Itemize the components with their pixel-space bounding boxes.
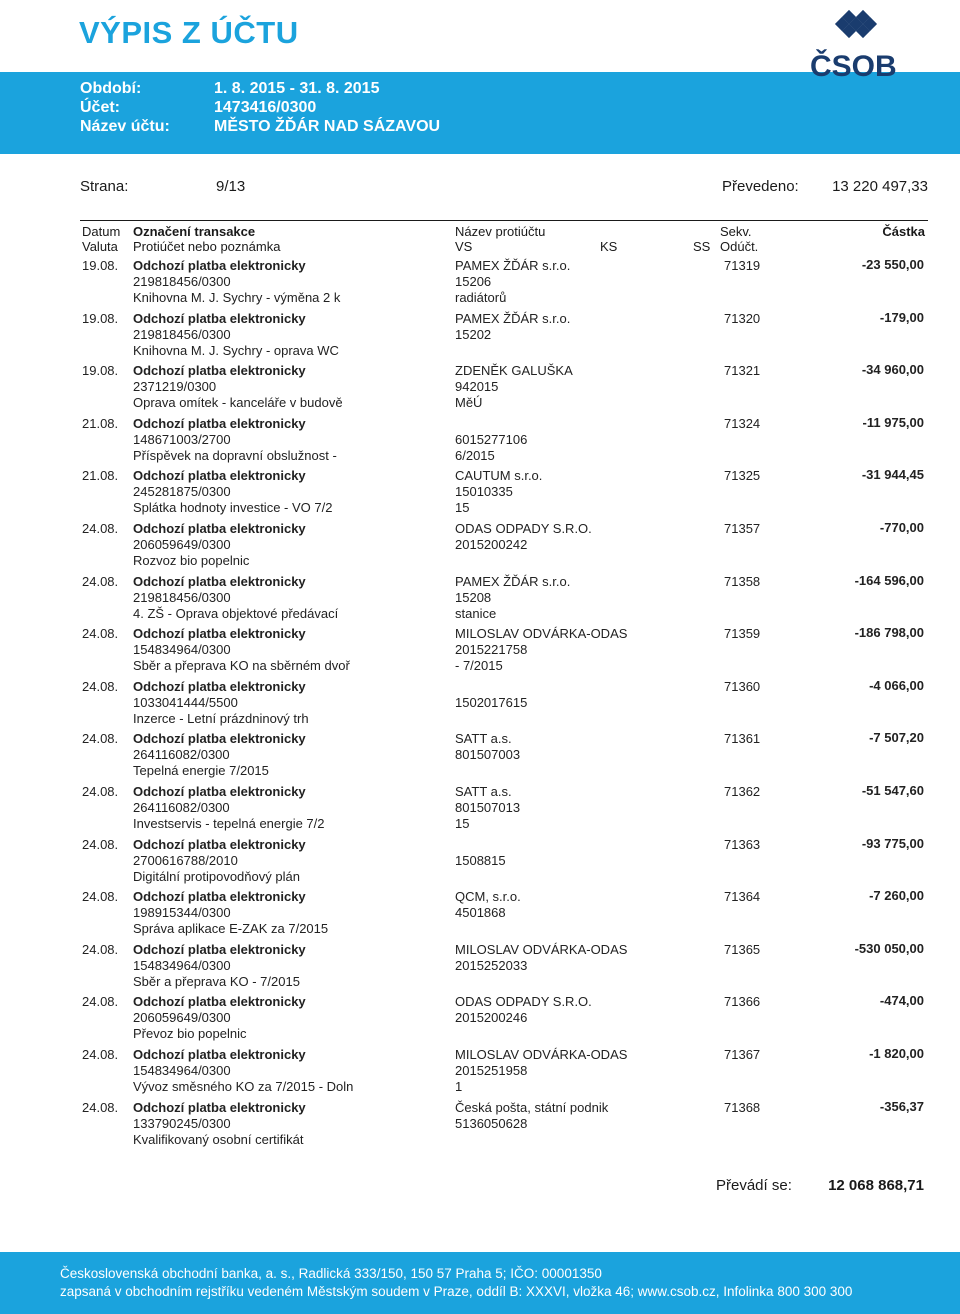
row-vs: 942015 [455,379,499,395]
row-seq: 71364 [724,889,761,905]
row-amount: -474,00 [879,993,924,1009]
carry-out-label: Převádí se: [716,1177,792,1194]
row-note: Inzerce - Letní prázdninový trh [133,710,309,726]
row-seq: 71325 [724,468,761,484]
table-row [0,1100,960,1153]
row-amount: -7 507,20 [869,730,924,746]
row-account: 1033041444/5500 [133,694,238,710]
row-vs: 15010335 [455,484,513,500]
row-amount: -179,00 [879,309,924,325]
row-date: 24.08. [82,784,119,799]
row-type: Odchozí platba elektronicky [133,1047,306,1062]
row-note: Oprava omítek - kanceláře v budově [133,395,343,411]
row-account: 154834964/0300 [133,1063,231,1078]
carried-in-value: 13 220 497,33 [832,178,928,195]
carry-out-value: 12 068 868,71 [828,1177,924,1194]
col-desc2: Protiúčet nebo poznámka [133,239,281,254]
period-label: Období: [80,80,142,97]
row-cp-name: ODAS ODPADY S.R.O. [455,994,592,1010]
row-vs: 4501868 [455,905,506,921]
row-note: Sběr a přeprava KO - 7/2015 [133,973,300,989]
row-account: 264116082/0300 [133,747,230,763]
row-type: Odchozí platba elektronicky [133,521,306,536]
row-vs-cont: 6/2015 [455,447,495,463]
table-row [0,994,960,1047]
row-cp-name: PAMEX ŽĎÁR s.r.o. [455,310,571,326]
row-amount: -93 775,00 [861,835,924,851]
row-date: 19.08. [82,363,119,379]
row-type: Odchozí platba elektronicky [133,889,306,905]
row-note: Kvalifikovaný osobní certifikát [133,1131,304,1147]
table-row [0,521,960,574]
row-date: 24.08. [82,836,119,852]
row-type: Odchozí platba elektronicky [133,626,306,642]
row-cp-name: CAUTUM s.r.o. [455,468,543,484]
statement-title: VÝPIS Z ÚČTU [79,15,299,50]
table-row [0,416,960,469]
row-amount: -164 596,00 [854,572,924,588]
row-type: Odchozí platba elektronicky [133,994,306,1010]
row-date: 24.08. [82,1099,119,1115]
row-type: Odchozí platba elektronicky [133,1099,306,1115]
row-seq: 71365 [724,941,761,957]
row-amount: -186 798,00 [854,625,924,641]
page-label: Strana: [80,178,129,195]
row-type: Odchozí platba elektronicky [133,731,306,747]
row-note: Správa aplikace E-ZAK za 7/2015 [133,921,329,937]
account-name-label: Název účtu: [80,118,170,135]
row-cp-name: ZDENĚK GALUŠKA [455,363,573,379]
row-seq: 71320 [724,310,761,326]
footer-line-1: Československá obchodní banka, a. s., Radlická 333/150, 150 57 Praha 5; IČO: 00001350 [60,1266,602,1281]
row-vs: 2015252033 [455,957,528,973]
row-note: Tepelná energie 7/2015 [133,763,269,779]
footer-line-2: zapsaná v obchodním rejstříku vedeném Městským soudem v Praze, oddíl B: XXXVI, vložka 46; www.csob.cz, Infolinka 800 300 300 [60,1284,853,1299]
row-note: Knihovna M. J. Sychry - výměna 2 k [133,290,341,305]
row-note: Splátka hodnoty investice - VO 7/2 [133,500,333,516]
row-vs-cont: 15 [455,500,470,516]
col-vs: VS [455,239,473,254]
col-ss: SS [693,239,711,254]
row-cp-name: MILOSLAV ODVÁRKA-ODAS [455,1047,628,1062]
row-vs: 2015200242 [455,537,528,552]
row-vs: 15202 [455,326,492,342]
page-value: 9/13 [216,178,246,195]
row-date: 24.08. [82,994,119,1010]
row-vs: 1502017615 [455,694,528,710]
row-amount: -356,37 [879,1098,924,1114]
row-type: Odchozí platba elektronicky [133,363,306,379]
col-cp-name: Název protiúčtu [455,224,546,239]
col-date: Datum [82,224,121,239]
table-row [0,731,960,784]
row-vs-cont: 1 [455,1079,463,1094]
row-note: Rozvoz bio popelnic [133,553,250,568]
row-cp-name: QCM, s.r.o. [455,889,521,905]
row-type: Odchozí platba elektronicky [133,941,306,957]
row-seq: 71357 [724,521,761,536]
row-type: Odchozí platba elektronicky [133,415,306,431]
row-date: 24.08. [82,731,119,747]
row-date: 24.08. [82,521,119,536]
row-cp-name: MILOSLAV ODVÁRKA-ODAS [455,626,628,642]
csob-logo [808,8,906,84]
row-note: Převoz bio popelnic [133,1026,247,1042]
row-date: 19.08. [82,310,119,326]
row-cp-name: Česká pošta, státní podnik [455,1099,609,1115]
row-vs-cont: - 7/2015 [455,658,503,674]
row-cp-name: PAMEX ŽĎÁR s.r.o. [455,573,571,589]
table-row [0,468,960,521]
row-vs-cont: radiátorů [455,290,507,305]
col-valuta: Valuta [82,239,118,254]
row-note: 4. ZŠ - Oprava objektové předávací [133,605,339,621]
row-type: Odchozí platba elektronicky [133,468,306,484]
table-row [0,889,960,942]
col-ks: KS [600,239,618,254]
row-note: Knihovna M. J. Sychry - oprava WC [133,342,339,358]
table-row [0,574,960,627]
footer [0,1252,960,1314]
row-account: 154834964/0300 [133,957,231,973]
row-account: 2371219/0300 [133,379,217,395]
row-account: 2700616788/2010 [133,852,238,868]
row-type: Odchozí platba elektronicky [133,678,306,694]
account-name-value: MĚSTO ŽĎÁR NAD SÁZAVOU [214,118,441,135]
row-note: Příspěvek na dopravní obslužnost - [133,447,337,463]
row-account: 219818456/0300 [133,274,231,289]
row-account: 198915344/0300 [133,905,231,921]
row-account: 148671003/2700 [133,431,231,447]
row-note: Sběr a přeprava KO na sběrném dvoř [133,658,350,674]
row-amount: -1 820,00 [869,1046,924,1061]
row-type: Odchozí platba elektronicky [133,310,306,326]
row-date: 24.08. [82,941,119,957]
row-vs-cont: 15 [455,816,470,831]
row-account: 245281875/0300 [133,484,231,500]
row-cp-name: SATT a.s. [455,784,512,799]
row-note: Investservis - tepelná energie 7/2 [133,816,325,831]
csob-logo-text: ČSOB [810,50,897,83]
row-amount: -23 550,00 [861,257,924,272]
row-vs-cont: stanice [455,605,497,621]
row-vs-cont: MěÚ [455,395,483,411]
row-vs: 15206 [455,274,492,289]
row-amount: -530 050,00 [854,940,924,956]
table-row [0,837,960,890]
table-row [0,942,960,995]
row-vs: 801507003 [455,747,521,763]
table-row [0,258,960,311]
row-type: Odchozí platba elektronicky [133,258,306,273]
row-type: Odchozí platba elektronicky [133,573,306,589]
row-account: 133790245/0300 [133,1115,231,1131]
table-row [0,1047,960,1100]
row-date: 24.08. [82,626,119,642]
col-desc1: Označení transakce [133,224,256,239]
table-row [0,363,960,416]
row-date: 21.08. [82,415,119,431]
row-account: 206059649/0300 [133,537,231,552]
row-seq: 71321 [724,363,761,379]
row-date: 24.08. [82,678,119,694]
row-note: Digitální protipovodňový plán [133,868,300,884]
row-note: Vývoz směsného KO za 7/2015 - Doln [133,1079,354,1094]
row-date: 21.08. [82,468,119,484]
table-row [0,784,960,837]
row-account: 154834964/0300 [133,642,231,658]
table-row [0,679,960,732]
period-value: 1. 8. 2015 - 31. 8. 2015 [214,80,380,97]
row-seq: 71319 [724,258,761,273]
row-vs: 801507013 [455,800,521,815]
account-label: Účet: [80,99,121,116]
table-row [0,311,960,364]
row-seq: 71360 [724,678,761,694]
table-row [0,626,960,679]
table-header [80,220,928,255]
row-vs: 1508815 [455,852,506,868]
col-amount: Částka [882,224,925,239]
row-vs: 15208 [455,589,492,605]
row-vs: 5136050628 [455,1115,528,1131]
row-seq: 71366 [724,994,761,1010]
row-cp-name: ODAS ODPADY S.R.O. [455,521,592,536]
header-band [0,72,960,154]
row-vs: 6015277106 [455,431,528,447]
row-cp-name: SATT a.s. [455,731,512,747]
row-date: 24.08. [82,1047,119,1062]
row-amount: -770,00 [879,520,924,535]
row-vs: 2015200246 [455,1010,528,1026]
row-amount: -31 944,45 [861,467,924,483]
row-account: 219818456/0300 [133,326,231,342]
col-sekv: Sekv. [720,224,752,239]
row-amount: -51 547,60 [861,783,924,798]
row-amount: -7 260,00 [869,888,924,904]
row-account: 206059649/0300 [133,1010,231,1026]
row-seq: 71367 [724,1047,761,1062]
row-type: Odchozí platba elektronicky [133,836,306,852]
carried-in-label: Převedeno: [722,178,799,195]
row-vs: 2015251958 [455,1063,528,1078]
account-value: 1473416/0300 [214,99,317,116]
row-type: Odchozí platba elektronicky [133,784,306,799]
row-cp-name: MILOSLAV ODVÁRKA-ODAS [455,941,628,957]
row-amount: -34 960,00 [861,362,924,378]
row-amount: -4 066,00 [869,677,924,693]
row-account: 264116082/0300 [133,800,230,815]
row-date: 24.08. [82,889,119,905]
row-amount: -11 975,00 [862,414,924,430]
row-vs: 2015221758 [455,642,528,658]
row-seq: 71324 [724,415,761,431]
row-seq: 71361 [724,731,761,747]
row-seq: 71362 [724,784,761,799]
row-date: 19.08. [82,258,119,273]
col-oduct: Odúčt. [720,239,759,254]
row-seq: 71368 [724,1099,761,1115]
row-seq: 71359 [724,626,761,642]
row-seq: 71358 [724,573,761,589]
row-cp-name: PAMEX ŽĎÁR s.r.o. [455,258,571,273]
row-account: 219818456/0300 [133,589,231,605]
row-date: 24.08. [82,573,119,589]
row-seq: 71363 [724,836,761,852]
